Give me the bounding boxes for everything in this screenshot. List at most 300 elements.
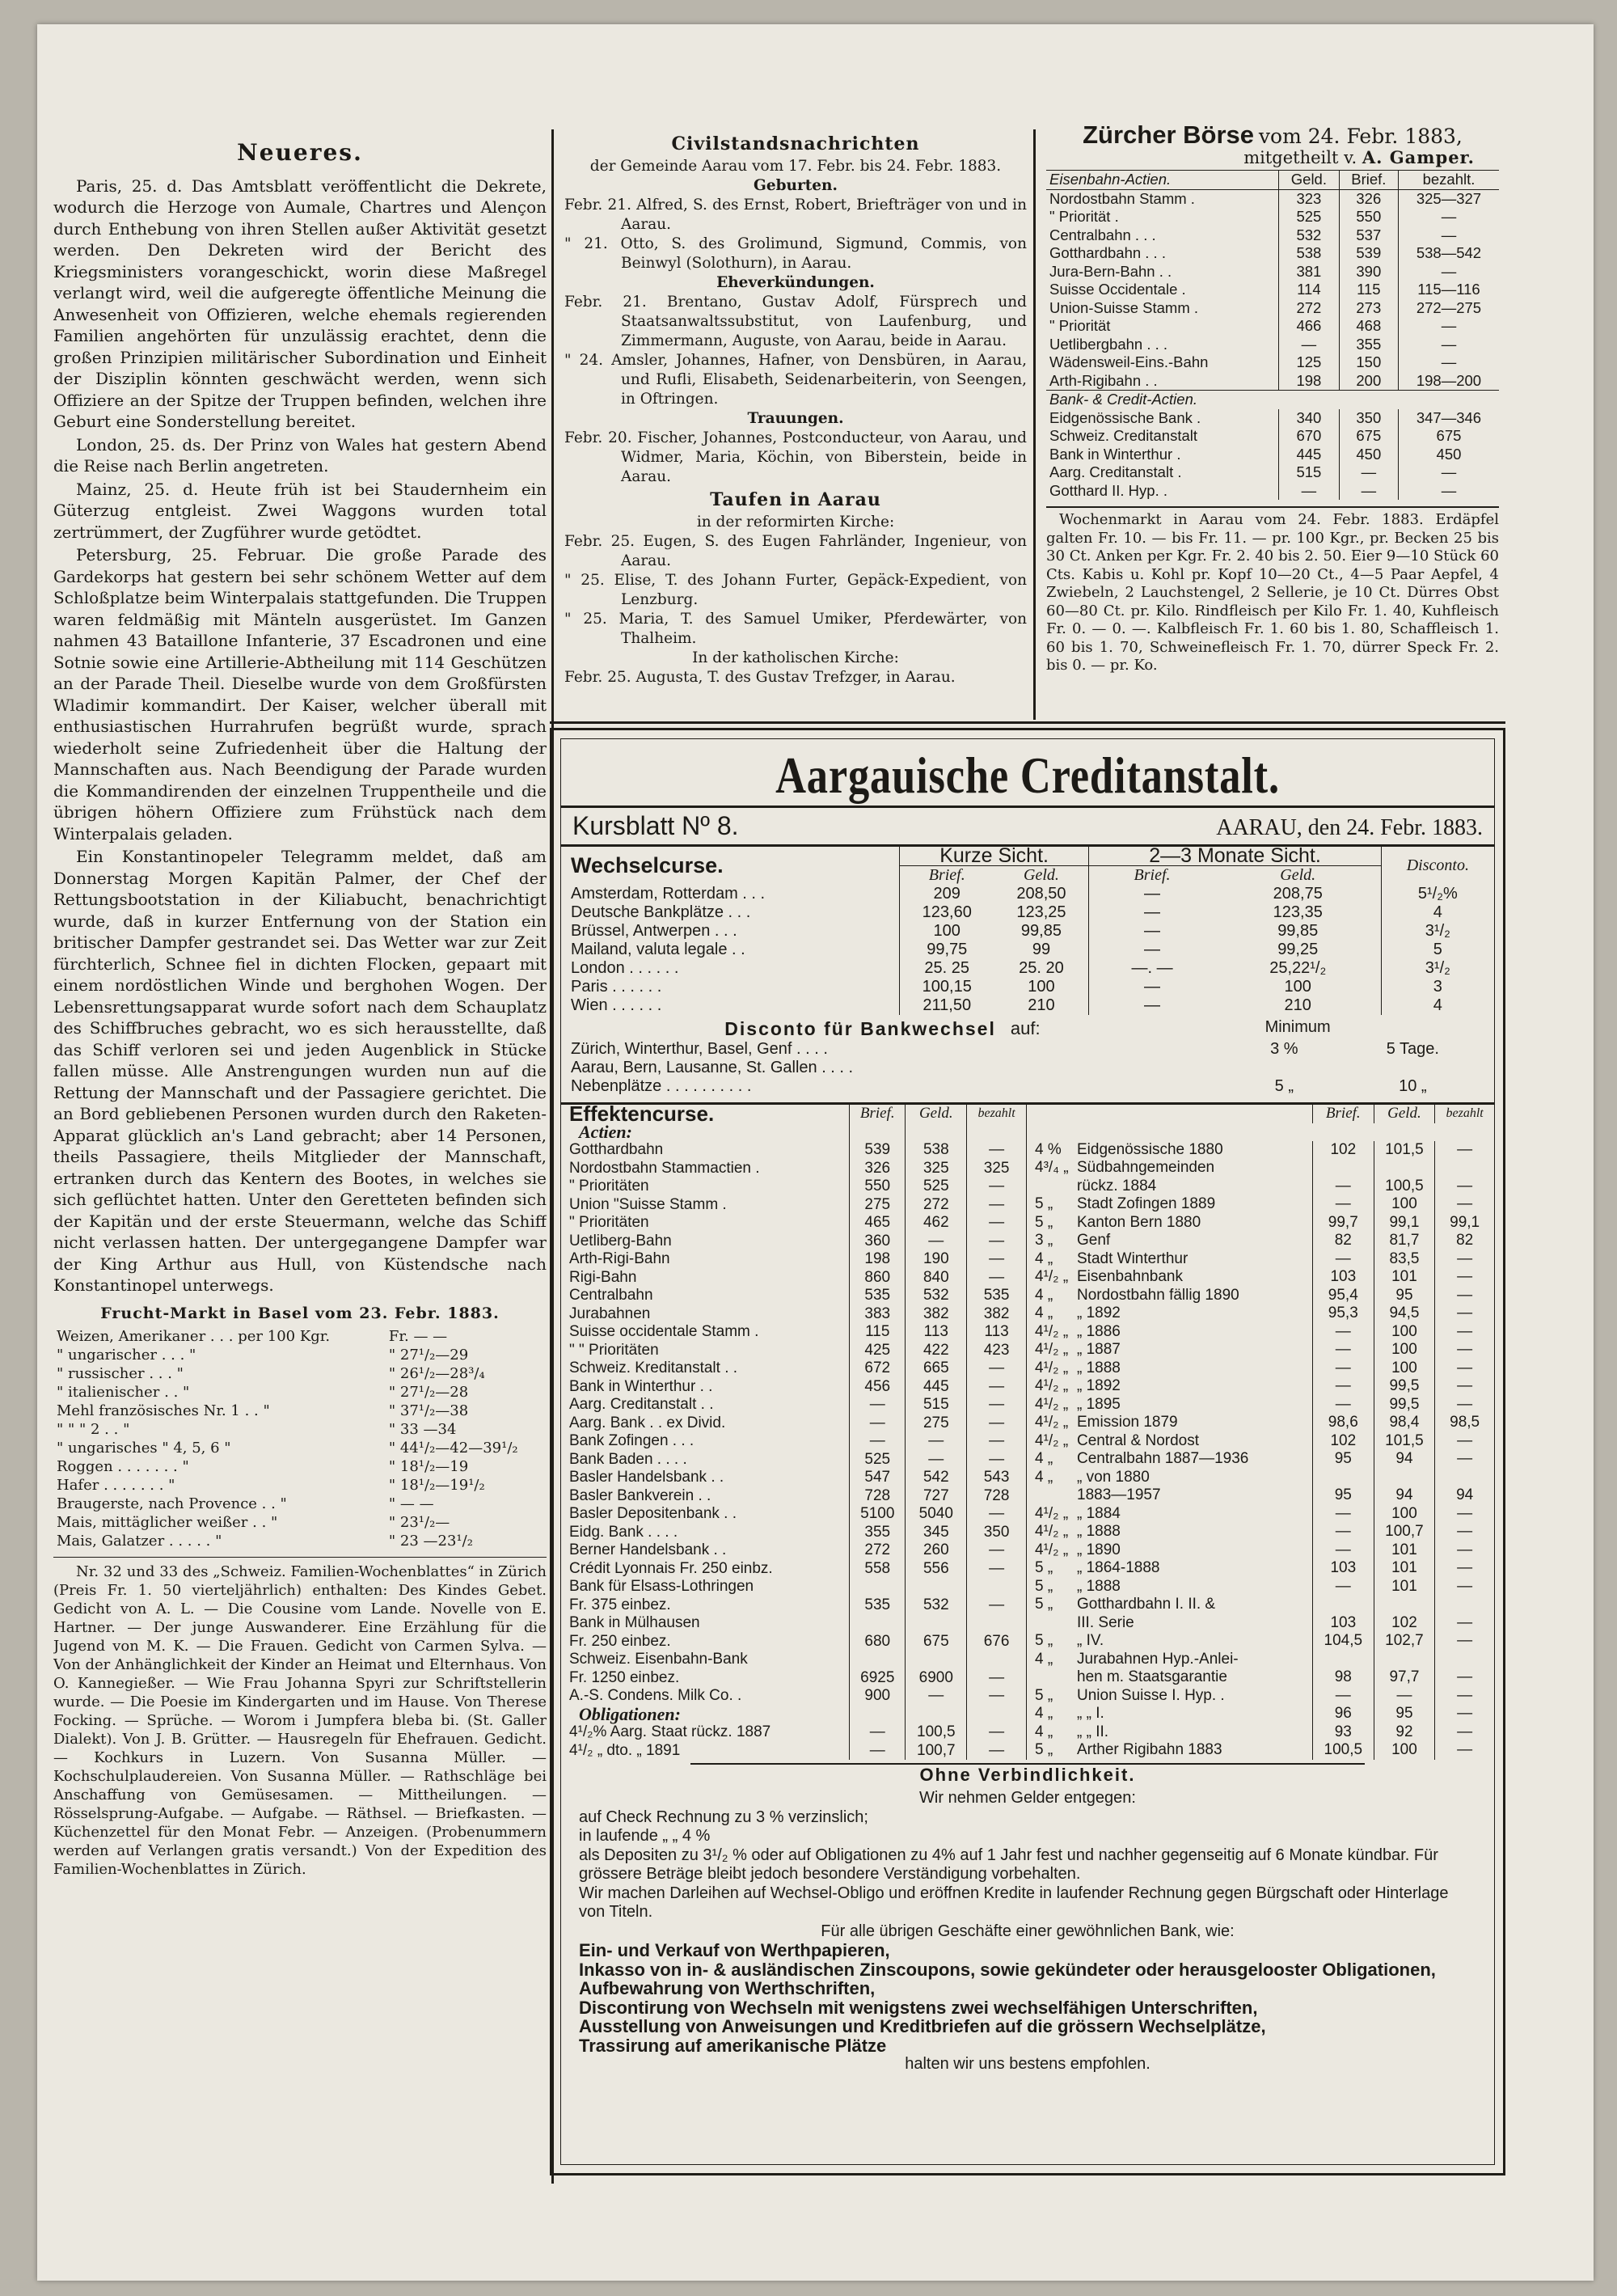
effekten-name: Arther Rigibahn 1883 — [1077, 1741, 1222, 1758]
boerse-value: 115—116 — [1398, 281, 1499, 299]
ad-line: Aufbewahrung von Werthschriften, — [579, 1978, 876, 1998]
fruchtmarkt-price: " 18¹/₂—19 — [388, 1458, 469, 1475]
taufe-entry: " 25. Elise, T. des Johann Furter, Gepäck-Expedient, von Lenzburg. — [564, 572, 1027, 608]
empty-cell — [850, 1706, 906, 1724]
effekten-row — [561, 1396, 1026, 1414]
effekten-value: — — [967, 1687, 1026, 1706]
wechsel-rate: 210 — [994, 996, 1089, 1015]
divider — [53, 1557, 547, 1558]
effekten-name: 4 „ — [1035, 1723, 1053, 1740]
effekten-value: 99,1 — [1374, 1214, 1435, 1233]
effekten-value: 102,7 — [1374, 1632, 1435, 1651]
effekten-name: 4¹/₂ „ — [1035, 1341, 1069, 1358]
effekten-value: 101 — [1374, 1559, 1435, 1578]
effekten-value: 535 — [967, 1287, 1026, 1305]
effekten-name: Basler Bankverein . . — [569, 1486, 711, 1504]
effekten-value: 539 — [850, 1141, 906, 1160]
wechsel-row — [561, 996, 1494, 1015]
effekten-name: 5 „ — [1035, 1596, 1053, 1613]
effekten-value: — — [1435, 1668, 1494, 1687]
boerse-value: 325—327 — [1398, 189, 1499, 208]
fruchtmarkt-row — [53, 1402, 547, 1420]
bankwechsel-rate: 10 „ — [1399, 1077, 1427, 1095]
effekten-value: 94,5 — [1374, 1304, 1435, 1323]
boerse-value: 539 — [1339, 244, 1398, 263]
effekten-value: 100,7 — [1374, 1523, 1435, 1541]
bankwechsel-rate: 5 „ — [1274, 1077, 1294, 1095]
boerse-name: " Priorität — [1049, 317, 1111, 334]
effekten-name: „ „ II. — [1077, 1723, 1109, 1740]
minimum-label: Minimum — [1264, 1018, 1331, 1036]
effekten-row — [561, 1178, 1026, 1196]
trau-entry: Febr. 20. Fischer, Johannes, Postconducteur, von Aarau, und Widmer, Maria, Köchin, von Biberstein, beide in Aarau. — [564, 429, 1027, 485]
ad-line: Ein- und Verkauf von Werthpapieren, — [579, 1940, 890, 1960]
effekten-value — [967, 1578, 1026, 1596]
boerse-value: — — [1398, 336, 1499, 354]
effekten-value: — — [967, 1541, 1026, 1560]
effekten-value: 99,1 — [1435, 1214, 1494, 1233]
geld-col-head: Geld. — [1374, 1105, 1435, 1123]
effekten-value: — — [1435, 1450, 1494, 1469]
geld-col-head: Geld. — [994, 866, 1089, 886]
effekten-name: 4 „ — [1035, 1650, 1053, 1668]
wechsel-place: Brüssel, Antwerpen . . . — [571, 922, 737, 940]
news-paragraph: Ein Konstantinopeler Telegramm meldet, daß am Donnerstag Morgen Kapitän Palmer, der Chef der Rettungsbootstation in der Kiliabucht, benachrichtigt wurde, daß in kurzer Entfernung von der Station ein britischer Dampfer gestrandet sei. Das Wetter war zur Zeit fürchterlich, Schnee fiel in dichten Flocken, gepaart mit einem nordöstlichen Winde und berghohen Wogen. Der Lebensrettungsapparat wurde sofort nach dem Schauplatz des Schiffbruches gebracht, wo es sich herausstellte, daß das Schiff verloren sei und jeden Augenblick in Stücke fallen müsse. Alle Anstrengungen wurden nun auf die Rettung der Mannschaft und der Passagiere gerichtet. Die an Bord gebliebenen Personen wurden durch den Raketen-Apparat glücklich an's Land gebracht; aber 14 Personen, theils Passagiere, theils Mitglieder der Mannschaft, ertranken durch das Kentern des Bootes, in welches sie sich geflüchtet hatten. Unter den Geretteten befinden sich der Kapitän und der erste Steuermann, welche das Schiff nicht verlassen hatten. Der untergegangene Dampfer war der King Arthur aus Hull, von Küstendsche nach Konstantinopel unterwegs. — [53, 847, 547, 1295]
boerse-name: Gotthardbahn . . . — [1049, 244, 1166, 261]
effekten-name: Fr. 375 einbez. — [569, 1596, 671, 1613]
boerse-value: 350 — [1339, 409, 1398, 428]
effekten-value: 95 — [1374, 1287, 1435, 1305]
effekten-value: — — [967, 1233, 1026, 1251]
effekten-value: — — [1435, 1541, 1494, 1560]
fruchtmarkt-price: " 44¹/₂—42—39¹/₂ — [388, 1440, 518, 1457]
effekten-value: — — [850, 1723, 906, 1742]
boerse-value: 115 — [1339, 281, 1398, 299]
boerse-row — [1046, 372, 1499, 391]
boerse-value: — — [1398, 353, 1499, 372]
ad-line: in laufende „ „ 4 % — [579, 1827, 711, 1845]
wechsel-place: Paris . . . . . . — [571, 978, 662, 996]
wechsel-rate: 3¹/₂ — [1425, 922, 1450, 940]
effekten-row — [1027, 1287, 1494, 1305]
effekten-name: 4¹/₂ „ dto. „ 1891 — [569, 1741, 681, 1759]
effekten-name: " Prioritäten — [569, 1178, 649, 1195]
effekten-name: 5 „ — [1035, 1559, 1053, 1576]
kursblatt-header — [561, 806, 1494, 847]
effekten-value: 94 — [1374, 1486, 1435, 1505]
effekten-value: 260 — [906, 1541, 967, 1560]
effekten-value — [1435, 1159, 1494, 1178]
effekten-row — [1027, 1505, 1494, 1524]
empty-cell — [906, 1123, 967, 1142]
effekten-value: 101 — [1374, 1578, 1435, 1596]
wechsel-rate: 99,75 — [899, 941, 994, 959]
effekten-value: 95 — [1374, 1705, 1435, 1723]
effekten-row — [561, 1487, 1026, 1506]
effekten-name: Jurabahnen — [569, 1304, 651, 1322]
boerse-name: Eidgenössische Bank . — [1049, 408, 1201, 426]
effekten-name: „ 1890 — [1077, 1541, 1121, 1558]
effekten-value: 535 — [850, 1287, 906, 1305]
effekten-name: Berner Handelsbank . . — [569, 1541, 727, 1558]
effekten-name: „ 1886 — [1077, 1322, 1121, 1340]
ehe-entry: " 24. Amsler, Johannes, Hafner, von Densbüren, in Aarau, und Rufli, Elisabeth, Seidenarbeiterin, von Seengen, in Oftringen. — [564, 352, 1027, 408]
fruchtmarkt-row — [53, 1532, 547, 1550]
effekten-value — [906, 1614, 967, 1633]
effekten-value: 82 — [1435, 1232, 1494, 1250]
effekten-value: — — [967, 1505, 1026, 1524]
effekten-value: 550 — [850, 1178, 906, 1196]
effekten-row — [561, 1269, 1026, 1288]
boerse-header-cell: bezahlt. — [1398, 171, 1499, 190]
effekten-name: Crédit Lyonnais Fr. 250 einbz. — [569, 1559, 773, 1577]
effekten-value — [1435, 1596, 1494, 1614]
boerse-row — [1046, 482, 1499, 501]
ad-line: auf Check Rechnung zu 3 % verzinslich; — [579, 1808, 868, 1826]
fruchtmarkt-title: Frucht-Markt in Basel vom 23. Febr. 1883. — [100, 1304, 500, 1322]
effekten-section — [561, 1101, 1494, 1760]
effekten-row — [1027, 1523, 1494, 1541]
effekten-value: 672 — [850, 1359, 906, 1378]
wochenmarkt: Wochenmarkt in Aarau vom 24. Febr. 1883. Erdäpfel galten Fr. 10. — bis Fr. 11. — pr. 100 Kgr., pr. Becken 25 bis 30 Ct. Anken per Kgr. Fr. 2. 40 bis 2. 50. Eier 9—10 Stück 60 Cts. Kabis u. Kohl pr. Kopf 10—20 Ct., 4—5 Paar Aepfel, 4 Zwiebeln, 2 Lauchstengel, 2 Sellerie, je 10 Ct. Dürres Obst 60—80 Ct. pr. Kilo. Rindfleisch per Kilo Fr. 1. 40, Kuhfleisch Fr. 0. — 0. —. Kalbfleisch Fr. 1. 60 bis 1. 80, Schaffleisch 1. 60 bis 1. 70, Schweinefleisch Fr. 1. 70, dürrer Speck Fr. 2. bis 0. — pr. Ko. — [1046, 511, 1499, 674]
effekten-value: — — [1312, 1250, 1374, 1269]
effekten-value: 98 — [1312, 1668, 1374, 1687]
boerse-value: 450 — [1398, 446, 1499, 464]
boerse-value: 450 — [1339, 446, 1398, 464]
bankwechsel-rate — [1237, 1059, 1332, 1077]
effekten-value: 350 — [967, 1524, 1026, 1542]
taufen-sub-katholisch: In der katholischen Kirche: — [692, 649, 899, 666]
effekten-value: 423 — [967, 1342, 1026, 1360]
wechsel-rate: 123,60 — [899, 903, 994, 922]
effekten-value: 445 — [906, 1378, 967, 1397]
effekten-name: Basler Depositenbank . . — [569, 1505, 737, 1522]
fruchtmarkt-row — [53, 1420, 547, 1439]
effekten-header-row — [1027, 1105, 1494, 1123]
effekten-row — [561, 1651, 1026, 1669]
effekten-name: Bank für Elsass-Lothringen — [569, 1578, 754, 1595]
boerse-title: Zürcher Börse — [1083, 121, 1255, 149]
wechsel-rate: 3¹/₂ — [1425, 959, 1450, 977]
boerse-value: 198 — [1279, 372, 1340, 391]
boerse-row — [1046, 446, 1499, 464]
boerse-name: Suisse Occidentale . — [1049, 281, 1186, 298]
ad-line: Für alle übrigen Geschäfte einer gewöhnlichen Bank, wie: — [821, 1922, 1235, 1940]
effekten-value: — — [967, 1396, 1026, 1414]
news-title: Neueres. — [237, 139, 363, 166]
effekten-value: — — [1312, 1178, 1374, 1196]
oblig-heading-row — [561, 1706, 1026, 1724]
boerse-value: 515 — [1279, 463, 1340, 482]
boerse-name: Aarg. Creditanstalt . — [1049, 463, 1182, 480]
ad-inner-frame — [560, 738, 1495, 2165]
effekten-value: 113 — [906, 1323, 967, 1342]
wechsel-rate: 100 — [899, 922, 994, 941]
effekten-row — [1027, 1450, 1494, 1469]
effekten-name: hen m. Staatsgarantie — [1077, 1668, 1227, 1685]
ad-line: Trassirung auf amerikanische Plätze — [579, 2035, 887, 2056]
effekten-name: 3 „ — [1035, 1232, 1053, 1249]
effekten-value — [1312, 1469, 1374, 1487]
wechsel-rate: 123,35 — [1215, 903, 1381, 922]
effekten-value: — — [1435, 1341, 1494, 1359]
wechsel-rate: 123,25 — [994, 903, 1089, 922]
empty-cell — [906, 1706, 967, 1724]
effekten-value: — — [967, 1178, 1026, 1196]
ad-text — [561, 1789, 1494, 2074]
effekten-value: 94 — [1374, 1450, 1435, 1469]
effekten-name: 4¹/₂ „ — [1035, 1504, 1069, 1522]
effekten-name: 4¹/₂ „ — [1035, 1414, 1069, 1431]
effekten-name: Emission 1879 — [1077, 1414, 1178, 1431]
effekten-value: 99,5 — [1374, 1396, 1435, 1414]
brief-col-head: Brief. — [1134, 866, 1171, 884]
effekten-row — [561, 1432, 1026, 1451]
effekten-right — [1027, 1105, 1494, 1760]
effekten-value: 515 — [906, 1396, 967, 1414]
effekten-row — [1027, 1377, 1494, 1396]
boerse-value: 200 — [1339, 372, 1398, 391]
fruchtmarkt-row — [53, 1476, 547, 1495]
effekten-row — [1027, 1396, 1494, 1414]
effekten-value — [906, 1651, 967, 1669]
effekten-value: 104,5 — [1312, 1632, 1374, 1651]
effekten-value — [1374, 1159, 1435, 1178]
wechsel-rate: — — [1144, 996, 1161, 1014]
effekten-value: 425 — [850, 1342, 906, 1360]
boerse-value: 272—275 — [1398, 299, 1499, 318]
effekten-name: „ 1892 — [1077, 1377, 1121, 1394]
effekten-value: 94 — [1435, 1486, 1494, 1505]
bank-heading: Bank- & Credit-Actien. — [1046, 391, 1499, 409]
effekten-value: 542 — [906, 1469, 967, 1487]
effekten-value: 326 — [850, 1160, 906, 1178]
effekten-name: Schweiz. Eisenbahn-Bank — [569, 1651, 748, 1668]
fruchtmarkt-item: Mehl französisches Nr. 1 . . " — [57, 1402, 270, 1419]
effekten-value: 100 — [1374, 1505, 1435, 1524]
news-paragraph: Paris, 25. d. Das Amtsblatt veröffentlicht die Dekrete, wodurch die Herzoge von Aumale, Chartres und Alençon durch Enthebung von ihren Stellen außer Aktivität gesetzt werden. Den Dekreten wird der Bericht des Kriegsministers vorangeschickt, worin diese Maßregel verlangt wird, weil die aufgeregte öffentliche Meinung die Anwesenheit von Offizieren, welche ehemals regierenden Familien angehörten für unzulässig erachtet, denn die großen Prinzipien militärischer Subordination und Einheit der Disziplin könnten geschwächt werden, wenn sich Offiziere an der Spitze der Truppen befinden, welchen ihre Geburt eine Sonderstellung bereitet. — [53, 175, 547, 431]
effekten-value: — — [1435, 1359, 1494, 1378]
effekten-row — [561, 1323, 1026, 1342]
effekten-row — [561, 1723, 1026, 1742]
boerse-header-cell: Geld. — [1279, 171, 1340, 190]
effekten-value: 465 — [850, 1214, 906, 1233]
effekten-value: 102 — [1312, 1141, 1374, 1160]
effekten-value: 99,5 — [1374, 1377, 1435, 1396]
fruchtmarkt-row — [53, 1439, 547, 1457]
effekten-value — [850, 1651, 906, 1669]
effekten-row — [1027, 1359, 1494, 1378]
effekten-name: Südbahngemeinden — [1077, 1159, 1215, 1176]
boerse-value: 272 — [1279, 299, 1340, 318]
news-paragraph: Mainz, 25. d. Heute früh ist bei Staudernheim ein Güterzug entgleist. Zwei Waggons wurden total zertrümmert, der Zugführer wurde getödtet. — [53, 479, 547, 542]
effekten-name: Rigi-Bahn — [569, 1268, 637, 1286]
ad-line: halten wir uns bestens empfohlen. — [905, 2055, 1150, 2073]
effekten-name: 4¹/₂ „ — [1035, 1541, 1069, 1558]
bankwechsel-place: Aarau, Bern, Lausanne, St. Gallen . . . . — [571, 1059, 854, 1076]
effekten-value: 532 — [906, 1287, 967, 1305]
effekten-value: — — [1312, 1341, 1374, 1359]
kurze-sicht-heading: Kurze Sicht. — [899, 847, 1088, 866]
effekten-value: — — [1435, 1287, 1494, 1305]
boerse-row — [1046, 409, 1499, 428]
fruchtmarkt-item: " italienischer . . " — [57, 1384, 190, 1401]
effekten-name: Eidgenössische 1880 — [1077, 1140, 1223, 1158]
effekten-value: — — [850, 1396, 906, 1414]
effekten-name: „ 1884 — [1077, 1504, 1121, 1522]
effekten-name: 5 „ — [1035, 1577, 1053, 1595]
fruchtmarkt-row — [53, 1346, 547, 1364]
effekten-value: 100,7 — [906, 1742, 967, 1761]
boerse-row — [1046, 189, 1499, 208]
effekten-value: 325 — [906, 1160, 967, 1178]
effekten-row — [561, 1451, 1026, 1469]
effekten-row — [561, 1578, 1026, 1596]
effekten-name: Centralbahn — [569, 1287, 653, 1304]
divider — [1046, 506, 1499, 508]
effekten-value: — — [906, 1451, 967, 1469]
effekten-value: 83,5 — [1374, 1250, 1435, 1269]
effekten-value: 456 — [850, 1378, 906, 1397]
effekten-value: 95 — [1312, 1450, 1374, 1469]
effekten-value: 100 — [1374, 1359, 1435, 1378]
trau-list — [564, 429, 1027, 487]
wechsel-rate: 4 — [1433, 996, 1442, 1014]
effekten-name — [1027, 1486, 1074, 1505]
effekten-value — [906, 1578, 967, 1596]
wechsel-row — [561, 978, 1494, 996]
fruchtmarkt-item: Mais, Galatzer . . . . . " — [57, 1533, 222, 1550]
effekten-name: 5 „ — [1035, 1686, 1053, 1704]
effekten-row — [1027, 1651, 1494, 1669]
effekten-left-table — [561, 1101, 1026, 1760]
effekten-name: 5 „ — [1035, 1195, 1053, 1212]
effekten-row — [1027, 1341, 1494, 1359]
boerse-date: vom 24. Febr. 1883, — [1258, 125, 1463, 148]
column-civilstand — [564, 131, 1027, 687]
effekten-value: 99,7 — [1312, 1214, 1374, 1233]
effekten-value: 675 — [906, 1633, 967, 1651]
effekten-value: 840 — [906, 1269, 967, 1288]
wechsel-rate: — — [1144, 922, 1161, 940]
effekten-name: Bank Zofingen . . . — [569, 1432, 695, 1449]
boerse-value: 537 — [1339, 226, 1398, 245]
effekten-value: 82 — [1312, 1232, 1374, 1250]
ad-title: Aargauische Creditanstalt. — [775, 746, 1280, 804]
effekten-row — [561, 1596, 1026, 1615]
wechsel-place: Mailand, valuta legale . . — [571, 941, 745, 958]
effekten-value — [1435, 1469, 1494, 1487]
fruchtmarkt-price: " 33 —34 — [388, 1421, 457, 1438]
effekten-value: 272 — [850, 1541, 906, 1560]
boerse-name: Uetlibergbahn . . . — [1049, 335, 1168, 353]
boerse-table — [1046, 170, 1499, 500]
effekten-value — [967, 1614, 1026, 1633]
column-rule — [1033, 129, 1036, 720]
oblig-heading: Obligationen: — [579, 1703, 681, 1724]
actien-heading-row — [561, 1123, 1026, 1142]
effekten-row — [1027, 1559, 1494, 1578]
wechsel-rate: 99,85 — [994, 922, 1089, 941]
effekten-name: „ 1895 — [1077, 1395, 1121, 1413]
effekten-name: 5 „ — [1035, 1632, 1053, 1649]
disconto-heading: Disconto. — [1406, 856, 1469, 874]
effekten-row — [1027, 1668, 1494, 1687]
boerse-row — [1046, 427, 1499, 446]
effekten-value: — — [1312, 1541, 1374, 1560]
effekten-value — [1312, 1596, 1374, 1614]
effekten-name: Bank Baden . . . . — [569, 1450, 687, 1468]
effekten-value: 558 — [850, 1560, 906, 1579]
effekten-value: — — [1435, 1268, 1494, 1287]
boerse-value: — — [1279, 482, 1340, 501]
effekten-value: — — [967, 1432, 1026, 1451]
effekten-value: — — [1312, 1195, 1374, 1214]
wechsel-place: Deutsche Bankplätze . . . — [571, 903, 751, 921]
effekten-name: Fr. 250 einbez. — [569, 1632, 671, 1650]
boerse-header-cell: Brief. — [1339, 171, 1398, 190]
boerse-value: — — [1398, 463, 1499, 482]
effekten-value: 665 — [906, 1359, 967, 1378]
effekten-row — [561, 1742, 1026, 1761]
wechsel-rate: — — [1144, 941, 1161, 958]
boerse-row — [1046, 463, 1499, 482]
effekten-name — [1027, 1178, 1074, 1196]
effekten-value: — — [1435, 1250, 1494, 1269]
effekten-value: 345 — [906, 1524, 967, 1542]
wechsel-table — [561, 844, 1494, 1015]
effekten-value: 860 — [850, 1269, 906, 1288]
effekten-value: 525 — [906, 1178, 967, 1196]
effekten-value: — — [906, 1687, 967, 1706]
ad-line: Discontirung von Wechseln mit wenigstens zwei wechselfähigen Unterschriften, — [579, 1997, 1258, 2018]
fruchtmarkt-table — [53, 1327, 547, 1550]
bankwechsel-auf: auf: — [1010, 1018, 1041, 1038]
effekten-name: „ 1864-1888 — [1077, 1559, 1160, 1576]
effekten-value: — — [906, 1233, 967, 1251]
bank-heading-row — [1046, 391, 1499, 409]
boerse-row — [1046, 244, 1499, 263]
effekten-value: — — [967, 1742, 1026, 1761]
effekten-row — [561, 1560, 1026, 1579]
news-paragraphs — [53, 175, 547, 1296]
effekten-name: Nordostbahn Stammactien . — [569, 1159, 760, 1177]
fruchtmarkt-row — [53, 1495, 547, 1513]
effekten-name: A.-S. Condens. Milk Co. . — [569, 1687, 742, 1704]
effekten-name: Nordostbahn fällig 1890 — [1077, 1286, 1239, 1304]
effekten-value: — — [1435, 1578, 1494, 1596]
effekten-row — [1027, 1687, 1494, 1706]
effekten-name: 4¹/₂ „ — [1035, 1268, 1069, 1285]
bezahlt-col-head: bezahlt — [1435, 1105, 1494, 1123]
effekten-row — [561, 1505, 1026, 1524]
boerse-value: 326 — [1339, 189, 1398, 208]
boerse-header-row — [1046, 171, 1499, 190]
news-paragraph: London, 25. ds. Der Prinz von Wales hat gestern Abend die Reise nach Berlin angetreten. — [53, 434, 547, 476]
effekten-value: 100 — [1374, 1323, 1435, 1342]
effekten-name: 4¹/₂ „ — [1035, 1431, 1069, 1449]
effekten-name: 4¹/₂ „ — [1035, 1322, 1069, 1340]
boerse-value: — — [1339, 482, 1398, 501]
wechsel-rate: 209 — [899, 885, 994, 903]
wechsel-rate: 25. 25 — [899, 959, 994, 978]
fruchtmarkt-price: " 18¹/₂—19¹/₂ — [388, 1477, 485, 1494]
wechsel-rate: 100,15 — [899, 978, 994, 996]
effekten-name: 4¹/₂ „ — [1035, 1395, 1069, 1413]
boerse-value: 538—542 — [1398, 244, 1499, 263]
wechsel-rate: 210 — [1215, 996, 1381, 1015]
effekten-row — [561, 1141, 1026, 1160]
